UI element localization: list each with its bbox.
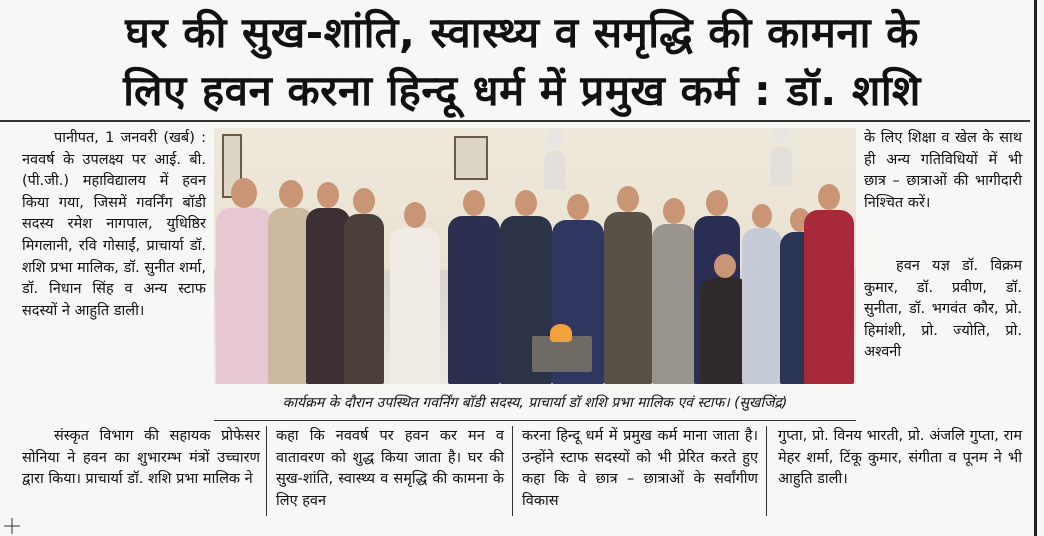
article-right-column-bottom xyxy=(864,256,1022,364)
havan-fire xyxy=(550,324,572,342)
article-bottom-column-1 xyxy=(22,426,260,491)
person xyxy=(652,184,696,384)
wall-picture-frame xyxy=(454,136,488,180)
headline-rule xyxy=(0,120,1030,122)
column-divider xyxy=(512,426,513,516)
article-right-column-top xyxy=(864,128,1022,214)
person xyxy=(390,184,440,384)
article-paragraph-bottom-1: संस्कृत विभाग की सहायक प्रोफेसर सोनिया ने हवन का शुभारम्भ मंत्रों उच्चारण द्वारा किया। प्राचार्या डॉ. शशि प्रभा मालिक ने xyxy=(22,428,260,488)
person xyxy=(448,178,500,384)
headline-line-1: घर की सुख-शांति, स्वास्थ्य व समृद्धि की कामना के xyxy=(125,8,919,57)
column-divider xyxy=(766,426,767,516)
article-paragraph-right-b: हवन यज्ञ डॉ. विक्रम कुमार, डॉ. प्रवीण, डॉ. सुनीता, डॉ. भगवंत कौर, प्रो. हिमांशी, प्रो. ज्योति, प्रो. अश्वनी xyxy=(864,258,1022,361)
column-divider xyxy=(266,426,267,516)
article-paragraph-bottom-4: गुप्ता, प्रो. विनय भारती, प्रो. अंजलि गुप्ता, राम मेहर शर्मा, टिंकू कुमार, संगीता व पूनम ने भी आहुति डाली। xyxy=(778,428,1022,488)
article-bottom-column-4 xyxy=(778,426,1022,491)
article-left-column xyxy=(22,128,206,322)
article-paragraph-bottom-2: कहा कि नववर्ष पर हवन कर मन व वातावरण को शुद्ध किया जाता है। घर की सुख-शांति, स्वास्थ्य व समृद्धि की कामना के लिए हवन xyxy=(276,428,504,509)
article-paragraph-bottom-3: करना हिन्दू धर्म में प्रमुख कर्म माना जाता है। उन्होंने स्टाफ सदस्यों को भी प्रेरित करते हुए कहा कि वे छात्र – छात्राओं के सर्वांगीण विकास xyxy=(522,428,758,509)
caption-rule xyxy=(214,420,856,421)
person xyxy=(604,178,652,384)
article-paragraph-intro: पानीपत, 1 जनवरी (खर्ब) : नववर्ष के उपलक्ष्य पर आई. बी. (पी.जी.) महाविद्यालय में हवन किया गया, जिसमें गवर्निंग बॉडी सदस्य रमेश नागपाल, युधिष्ठिर मिगलानी, रवि गोसाईं, प्राचार्या डॉ. शशि प्रभा मालिक, डॉ. सुनीत शर्मा, डॉ. निधान सिंह व अन्य स्टाफ सदस्यों ने आहुति डाली। xyxy=(22,130,206,319)
photo-caption: कार्यक्रम के दौरान उपस्थित गवर्निंग बॉडी सदस्य, प्राचार्या डॉ शशि प्रभा मालिक एवं स्टाफ। (सुखजिंद्र) xyxy=(282,395,788,411)
person xyxy=(742,186,782,384)
person xyxy=(804,174,854,384)
article-bottom-column-3 xyxy=(522,426,758,512)
page-edge xyxy=(1034,0,1037,536)
registration-mark-icon xyxy=(4,518,20,534)
article-bottom-column-2 xyxy=(276,426,504,512)
person xyxy=(216,156,272,384)
headline-line-2: लिए हवन करना हिन्दू धर्म में प्रमुख कर्म : डॉ. शशि xyxy=(123,66,921,115)
article-paragraph-right-a: के लिए शिक्षा व खेल के साथ ही अन्य गतिविधियों में भी छात्र – छात्राओं की भागीदारी निश्चित करें। xyxy=(864,130,1022,211)
person xyxy=(344,170,384,384)
news-photo xyxy=(214,128,856,384)
